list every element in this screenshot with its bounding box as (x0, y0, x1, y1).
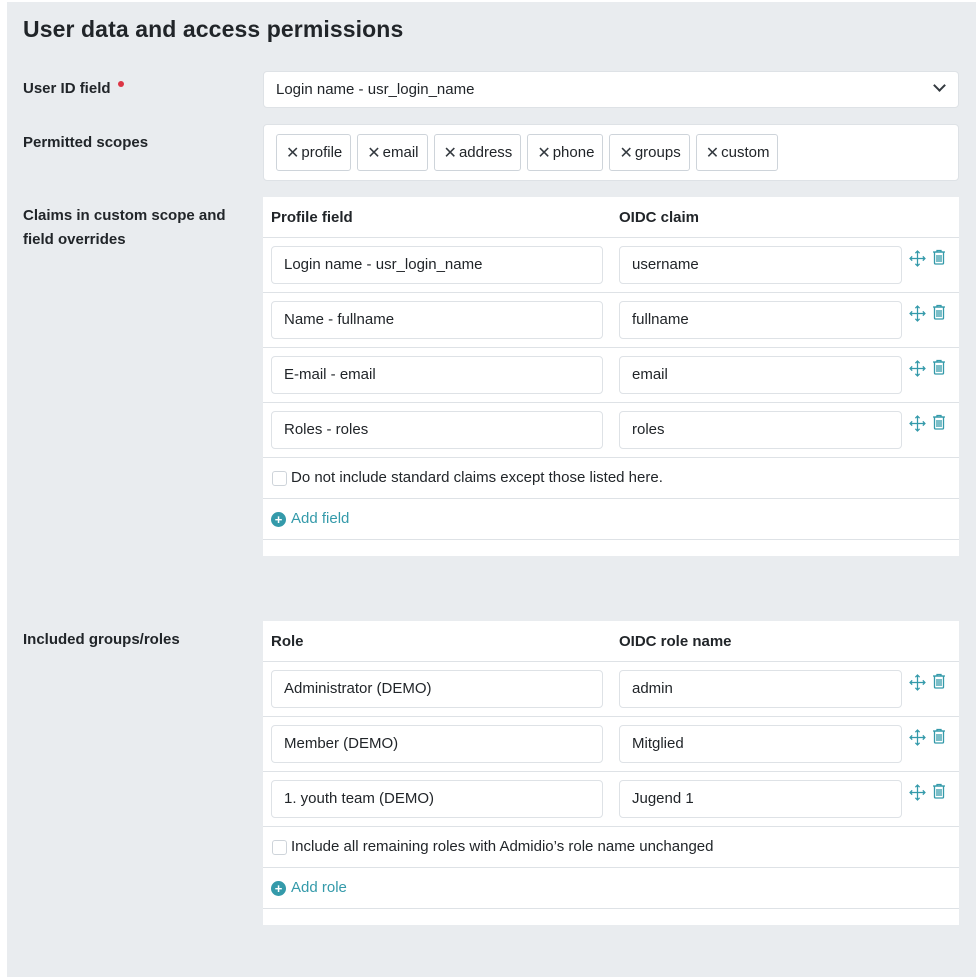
claims-table-header (263, 197, 959, 238)
scope-tag (357, 134, 427, 171)
required-indicator-icon (118, 81, 124, 87)
oidc-role-name-input[interactable]: Mitglied (619, 725, 902, 763)
trash-icon[interactable] (932, 304, 946, 320)
roles-table-header (263, 621, 959, 662)
remove-tag-icon[interactable]: ✕ (443, 144, 457, 162)
column-header-role: Role (271, 633, 304, 650)
claims-table (263, 197, 959, 556)
remove-tag-icon[interactable]: ✕ (705, 144, 720, 162)
oidc-claim-input[interactable]: email (619, 356, 902, 394)
table-row (263, 772, 959, 827)
move-icon[interactable] (909, 415, 926, 432)
move-icon[interactable] (909, 250, 926, 267)
role-select[interactable]: Administrator (DEMO) (271, 670, 603, 708)
user-id-label (23, 77, 124, 101)
trash-icon[interactable] (932, 249, 946, 265)
remove-tag-icon[interactable]: ✕ (286, 144, 300, 162)
chevron-down-icon (933, 79, 946, 92)
user-id-label-text: User ID field (23, 80, 111, 97)
add-field-link[interactable]: Add field (291, 510, 350, 527)
standard-claims-option (263, 458, 959, 499)
table-row (263, 717, 959, 772)
move-icon[interactable] (909, 729, 926, 746)
scopes-tag-input[interactable] (263, 124, 959, 181)
scope-tag-label: profile (301, 144, 343, 161)
scope-tag (434, 134, 522, 171)
add-field-row (263, 499, 959, 540)
scope-tag-label: groups (634, 144, 681, 161)
oidc-role-name-input[interactable]: Jugend 1 (619, 780, 902, 818)
standard-claims-checkbox[interactable] (272, 471, 287, 486)
scope-tag-label: phone (552, 144, 595, 161)
remove-tag-icon[interactable]: ✕ (537, 144, 551, 162)
table-footer (263, 540, 959, 556)
table-row (263, 662, 959, 717)
table-footer (263, 909, 959, 925)
move-icon[interactable] (909, 674, 926, 691)
remaining-roles-option (263, 827, 959, 868)
profile-field-select[interactable]: Name - fullname (271, 301, 603, 339)
column-header-oidc-role-name: OIDC role name (619, 633, 732, 650)
table-row (263, 293, 959, 348)
move-icon[interactable] (909, 360, 926, 377)
scope-tag-label: address (458, 144, 513, 161)
trash-icon[interactable] (932, 359, 946, 375)
page-title: User data and access permissions (23, 16, 404, 42)
scope-tag (276, 134, 351, 171)
remaining-roles-checkbox[interactable] (272, 840, 287, 855)
table-row (263, 238, 959, 293)
table-row (263, 403, 959, 458)
move-icon[interactable] (909, 305, 926, 322)
scope-tag (696, 134, 779, 171)
add-circle-icon[interactable]: + (271, 881, 286, 896)
table-row (263, 348, 959, 403)
add-role-row (263, 868, 959, 909)
user-id-select[interactable] (263, 71, 959, 108)
scope-tag-label: email (382, 144, 419, 161)
oidc-claim-input[interactable]: roles (619, 411, 902, 449)
role-select[interactable]: 1. youth team (DEMO) (271, 780, 603, 818)
claims-label-line1: Claims in custom scope and (23, 207, 226, 224)
trash-icon[interactable] (932, 673, 946, 689)
claims-label-line2: field overrides (23, 231, 126, 248)
oidc-claim-input[interactable]: fullname (619, 301, 902, 339)
claims-label (23, 204, 226, 252)
oidc-role-name-input[interactable]: admin (619, 670, 902, 708)
standard-claims-checkbox-label: Do not include standard claims except those listed here. (291, 469, 663, 486)
profile-field-select[interactable]: Roles - roles (271, 411, 603, 449)
roles-table (263, 621, 959, 925)
oidc-claim-input[interactable]: username (619, 246, 902, 284)
column-header-profile-field: Profile field (271, 209, 353, 226)
profile-field-select[interactable]: E-mail - email (271, 356, 603, 394)
profile-field-select[interactable]: Login name - usr_login_name (271, 246, 603, 284)
trash-icon[interactable] (932, 728, 946, 744)
scopes-label: Permitted scopes (23, 134, 149, 151)
user-id-select-value: Login name - usr_login_name (276, 81, 475, 98)
add-role-link[interactable]: Add role (291, 879, 347, 896)
add-circle-icon[interactable]: + (271, 512, 286, 527)
move-icon[interactable] (909, 784, 926, 801)
role-select[interactable]: Member (DEMO) (271, 725, 603, 763)
remove-tag-icon[interactable]: ✕ (619, 144, 633, 162)
trash-icon[interactable] (932, 414, 946, 430)
scope-tag (609, 134, 689, 171)
remove-tag-icon[interactable]: ✕ (367, 144, 381, 162)
trash-icon[interactable] (932, 783, 946, 799)
column-header-oidc-claim: OIDC claim (619, 209, 700, 226)
scope-tag-label: custom (721, 144, 770, 161)
roles-label: Included groups/roles (23, 631, 180, 648)
remaining-roles-checkbox-label: Include all remaining roles with Admidio’s role name unchanged (291, 838, 714, 855)
scope-tag (527, 134, 603, 171)
